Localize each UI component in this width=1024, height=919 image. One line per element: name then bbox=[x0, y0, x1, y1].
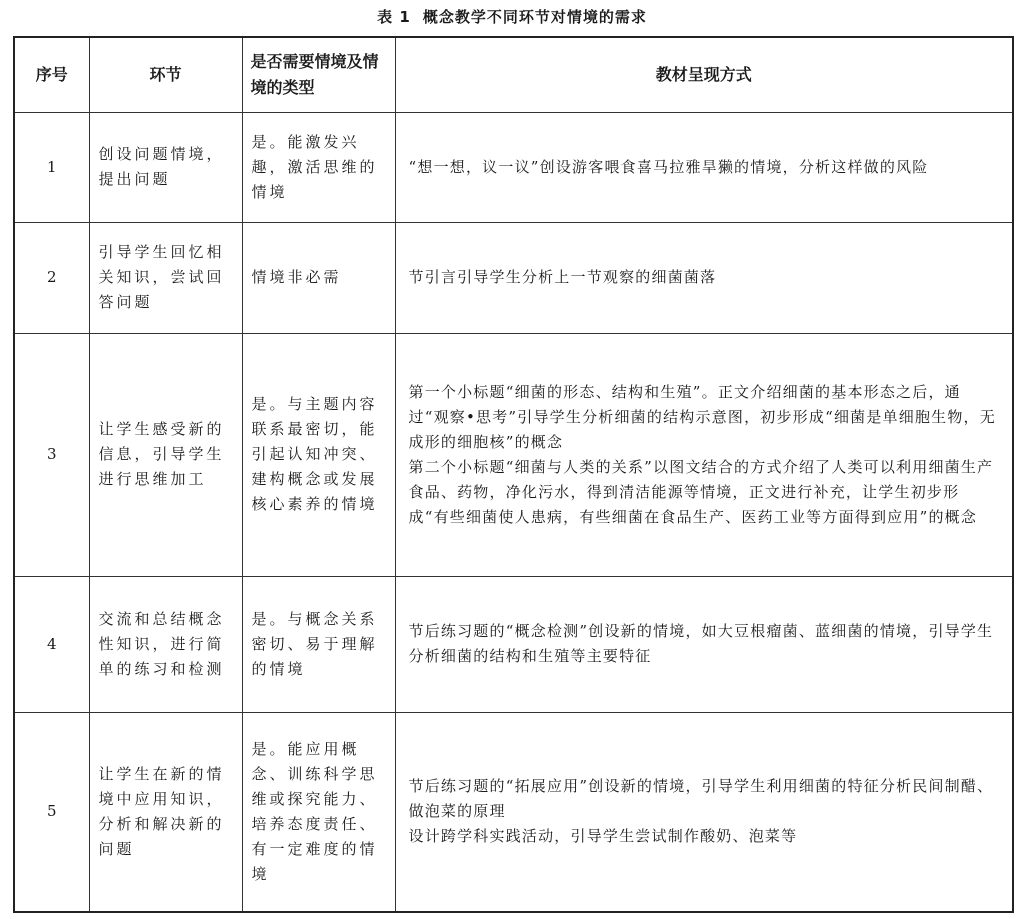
presentation-paragraph: 设计跨学科实践活动，引导学生尝试制作酸奶、泡菜等 bbox=[408, 827, 798, 846]
presentation-paragraph: 节后练习题的“概念检测”创设新的情境，如大豆根瘤菌、蓝细菌的情境，引导学生分析细菌的结构和生殖等主要特征 bbox=[408, 622, 994, 665]
presentation-paragraph: “想一想，议一议”创设游客喂食喜马拉雅旱獭的情境，分析这样做的风险 bbox=[408, 157, 929, 176]
table-title: 概念教学不同环节对情境的需求 bbox=[422, 8, 647, 26]
header-presentation: 教材呈现方式 bbox=[395, 37, 1013, 112]
presentation-paragraph: 节引言引导学生分析上一节观察的细菌菌落 bbox=[408, 268, 717, 286]
table-number: 表 1 bbox=[377, 8, 411, 26]
row-presentation bbox=[395, 576, 1013, 712]
concept-teaching-table bbox=[13, 36, 1014, 913]
table-caption bbox=[0, 6, 1024, 27]
row-stage: 让学生在新的情境中应用知识，分析和解决新的问题 bbox=[89, 712, 242, 912]
row-stage: 交流和总结概念性知识，进行简单的练习和检测 bbox=[89, 576, 242, 712]
row-need: 情境非必需 bbox=[242, 222, 395, 333]
row-index: 2 bbox=[14, 222, 89, 333]
row-need: 是。与主题内容联系最密切，能引起认知冲突、建构概念或发展核心素养的情境 bbox=[242, 333, 395, 576]
header-index: 序号 bbox=[14, 37, 89, 112]
row-presentation bbox=[395, 222, 1013, 333]
header-row bbox=[14, 37, 1013, 112]
row-presentation bbox=[395, 333, 1013, 576]
presentation-paragraph: 第一个小标题“细菌的形态、结构和生殖”。正文介绍细菌的基本形态之后，通过“观察•思考”引导学生分析细菌的结构示意图，初步形成“细菌是单细胞生物，无成形的细胞核”的概念 bbox=[408, 382, 996, 451]
presentation-paragraph: 节后练习题的“拓展应用”创设新的情境，引导学生利用细菌的特征分析民间制醋、做泡菜的原理 bbox=[408, 777, 994, 821]
table-row bbox=[14, 222, 1013, 333]
row-index: 5 bbox=[14, 712, 89, 912]
row-stage: 引导学生回忆相关知识，尝试回答问题 bbox=[89, 222, 242, 333]
row-index: 1 bbox=[14, 112, 89, 222]
row-stage: 让学生感受新的信息，引导学生进行思维加工 bbox=[89, 333, 242, 576]
header-need: 是否需要情境及情境的类型 bbox=[242, 37, 395, 112]
row-presentation bbox=[395, 112, 1013, 222]
table-row bbox=[14, 333, 1013, 576]
row-need: 是。与概念关系密切、易于理解的情境 bbox=[242, 576, 395, 712]
row-need: 是。能应用概念、训练科学思维或探究能力、培养态度责任、有一定难度的情境 bbox=[242, 712, 395, 912]
row-need: 是。能激发兴趣，激活思维的情境 bbox=[242, 112, 395, 222]
table-row bbox=[14, 112, 1013, 222]
table-row bbox=[14, 712, 1013, 912]
header-stage: 环节 bbox=[89, 37, 242, 112]
row-stage: 创设问题情境，提出问题 bbox=[89, 112, 242, 222]
row-presentation bbox=[395, 712, 1013, 912]
row-index: 3 bbox=[14, 333, 89, 576]
presentation-paragraph: 第二个小标题“细菌与人类的关系”以图文结合的方式介绍了人类可以利用细菌生产食品、药物，净化污水，得到清洁能源等情境，正文进行补充，让学生初步形成“有些细菌使人患病，有些细菌在食品生产、医药工业等方面得到应用”的概念 bbox=[408, 457, 994, 526]
row-index: 4 bbox=[14, 576, 89, 712]
table-row bbox=[14, 576, 1013, 712]
